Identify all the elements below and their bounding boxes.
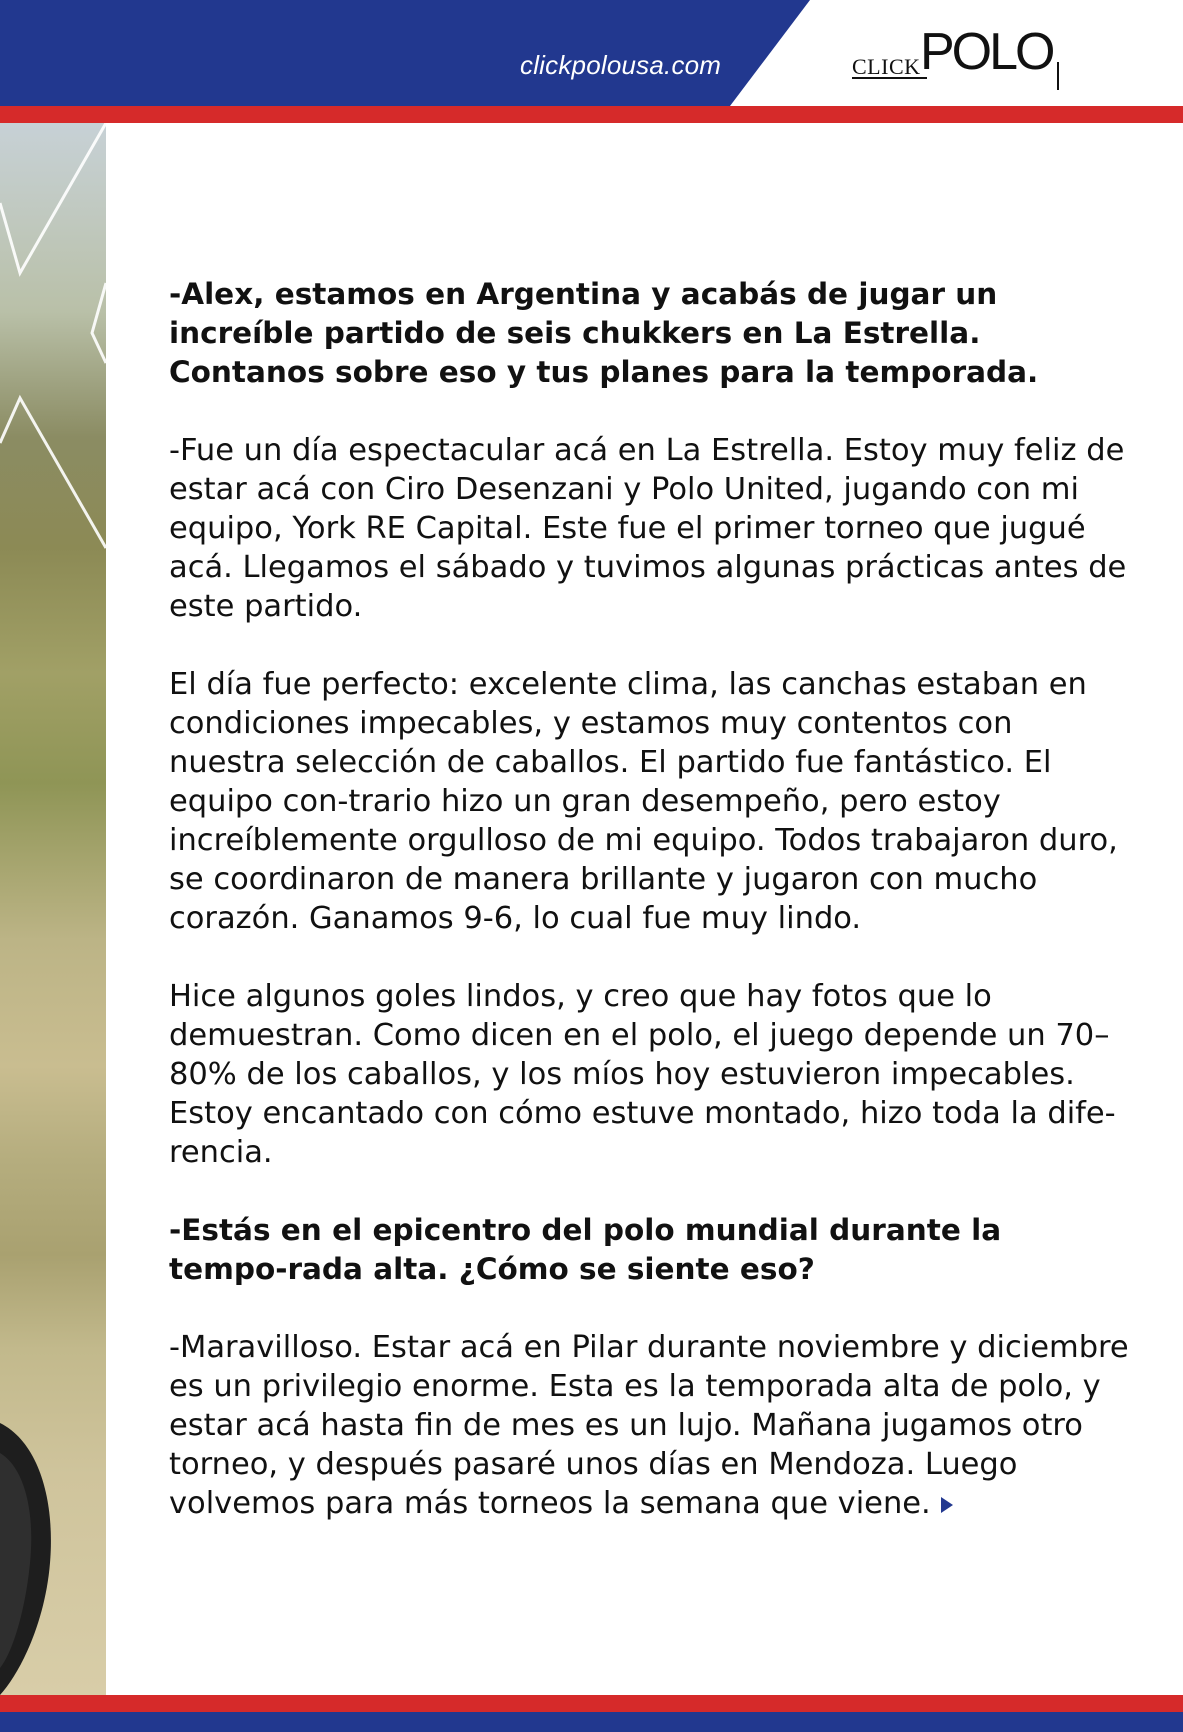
- logo-tick-mark: [1057, 62, 1059, 90]
- interview-answer: -Fue un día espectacular acá en La Estrella. Estoy muy feliz de estar acá con Ciro Desenzani y Polo United, jugando con mi equipo, York RE Capital. Este fue el primer torneo que jugué acá. Llegamos el sábado y tuvimos algunas prácticas antes de este partido.: [169, 433, 1127, 624]
- photo-strip-graphic: [0, 123, 106, 1695]
- clickpolo-logo[interactable]: [852, 24, 1062, 96]
- interview-answer: El día fue perfecto: excelente clima, las canchas estaban en condiciones impecables, y estamos muy contentos con nuestra selección de caballos. El partido fue fantástico. El equipo con-trario hizo un gran desempeño, pero estoy increíblemente orgulloso de mi equipo. Todos trabajaron duro, se coordinaron de manera brillante y jugaron con mucho corazón. Ganamos 9-6, lo cual fue muy lindo.: [169, 667, 1118, 936]
- interview-answer-last: [169, 1328, 1129, 1523]
- top-red-band: [0, 106, 1183, 123]
- logo-polo-text: POLO: [920, 23, 1053, 81]
- bottom-red-band: [0, 1695, 1183, 1712]
- logo-click-text: CLICK: [852, 54, 921, 79]
- interview-question: -Alex, estamos en Argentina y acabás de jugar un increíble partido de seis chukkers en La Estrella. Contanos sobre eso y tus planes para la temporada.: [169, 277, 1039, 389]
- interview-answer: Hice algunos goles lindos, y creo que hay fotos que lo demuestran. Como dicen en el polo, el juego depende un 70–80% de los caballos, y los míos hoy estuvieron impecables. Estoy encantado con cómo estuve montado, hizo toda la dife-rencia.: [169, 979, 1116, 1170]
- side-photo-strip: [0, 123, 106, 1695]
- page-header: [0, 0, 1183, 106]
- play-triangle-icon: [941, 1497, 953, 1513]
- interview-question: -Estás en el epicentro del polo mundial durante la tempo-rada alta. ¿Cómo se siente eso?: [169, 1213, 1002, 1286]
- article-body: [169, 275, 1129, 1562]
- site-url[interactable]: clickpolousa.com: [520, 50, 722, 80]
- bottom-blue-band: [0, 1712, 1183, 1732]
- interview-answer-text: -Maravilloso. Estar acá en Pilar durante noviembre y diciembre es un privilegio enorme. Esta es la temporada alta de polo, y estar acá hasta fin de mes es un lujo. Mañana jugamos otro torneo, y después pasaré unos días en Mendoza. Luego volvemos para más torneos la semana que viene.: [169, 1330, 1129, 1521]
